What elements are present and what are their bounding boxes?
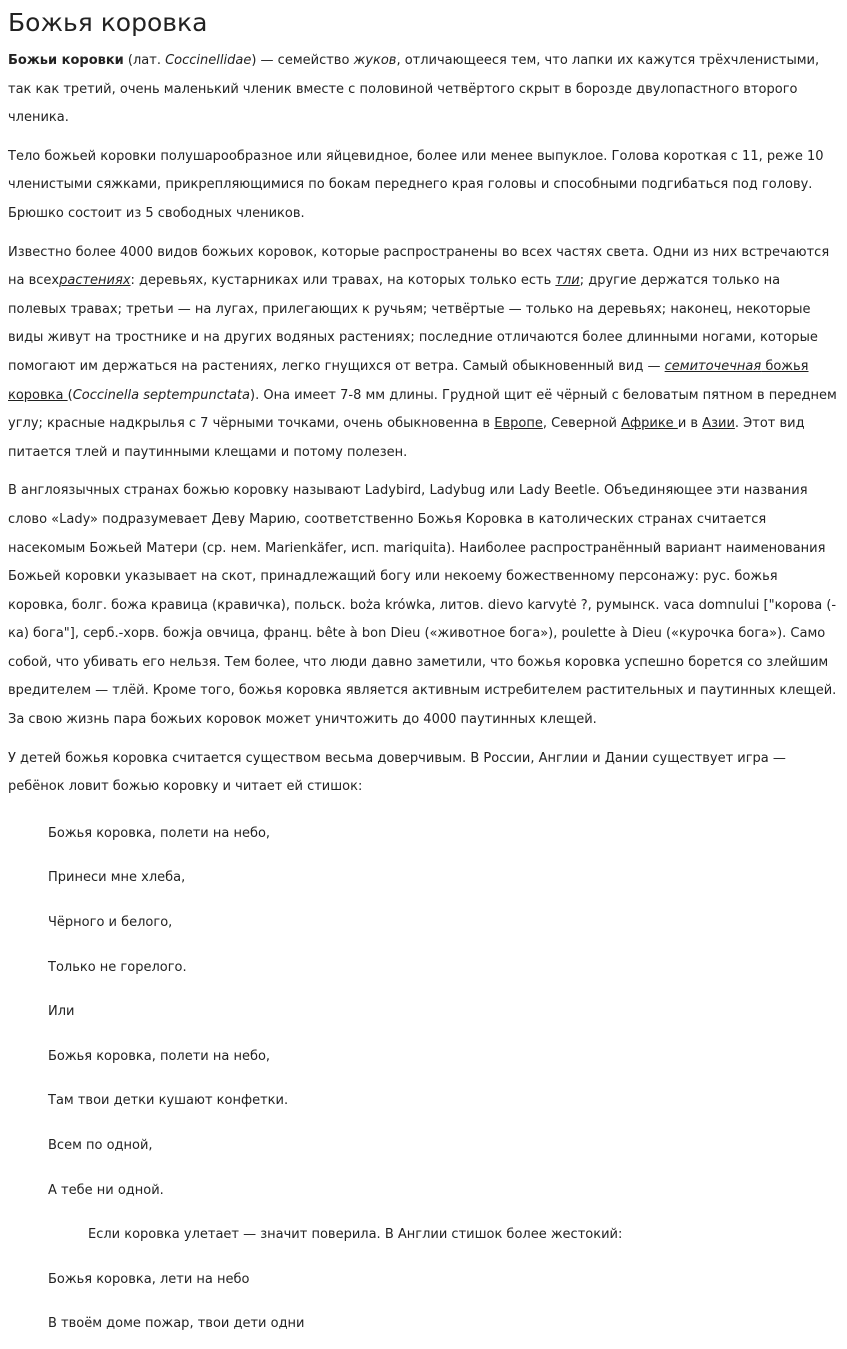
intro-paragraph (8, 47, 840, 133)
text-fragment: ). Она имеет 7-8 мм длины. Грудной щит её чёрный с беловатым пятном в переднем углу; красные надкрылья с 7 чёрными точками, очень обыкновенна в (8, 387, 837, 432)
aphids-link-text: тли (555, 273, 580, 289)
poem-line: Божья коровка, лети на небо (48, 1271, 250, 1287)
article-body (8, 47, 840, 1347)
poem-note: Если коровка улетает — значит поверила. В Англии стишок более жестокий: (88, 1227, 623, 1243)
text-fragment: , отличающееся тем, что лапки их кажутся трёхчленистыми, так как третий, очень маленький членик вместе с половиной четвёртого скрыт в борозде двулопастного второго членика. (8, 53, 820, 126)
poem-line: Там твои детки кушают конфетки. (48, 1093, 289, 1109)
text-fragment: ) — семейство (251, 53, 354, 68)
text-fragment: и в (677, 416, 703, 432)
distribution-paragraph (8, 239, 840, 468)
text-fragment: ( (67, 387, 73, 403)
species-link-rest: божья коровка (8, 358, 809, 403)
text-fragment: . Этот вид питается тлей и паутинными клещами и потому полезен. (8, 416, 805, 460)
africa-link[interactable]: Африке (621, 416, 678, 432)
names-paragraph: В англоязычных странах божью коровку называют Ladybird, Ladybug или Lady Beetle. Объединяющее эти названия слово «Lady» подразумевает Деву Марию, соответственно Божья Коровка в католических странах считается насекомым Божьей Матери (ср. нем. Marienkäfer, исп. mariquita). Наиболее распространённый вариант наименования Божьей коровки указывает на скот, принадлежащий богу или некоему божественному персонажу: рус. божья коровка, болг. божа кравица (кравичка), польск. boża krówka, литов. dievo karvytė ?, румынск. vaca domnului ["корова (-ка) бога"], серб.-хорв. божја овчица, франц. bête à bon Dieu («животное бога»), poulette à Dieu («курочка бога»). Само собой, что убивать его нельзя. Тем более, что люди давно заметили, что божья коровка успешно борется со злейшим вредителем — тлёй. Кроме того, божья коровка является активным истребителем растительных и паутинных клещей. За свою жизнь пара божьих коровок может уничтожить до 4000 паутинных клещей. (8, 483, 837, 728)
text-fragment: (лат. (123, 53, 166, 68)
text-fragment: Известно более 4000 видов божьих коровок, которые распространены во всех частях света. Одни из них встречаются на всех (8, 244, 830, 289)
poem-line: Чёрного и белого, (48, 915, 173, 931)
latin-name: Coccinellidae (165, 53, 252, 68)
poem-line: Божья коровка, полети на небо, (48, 825, 271, 841)
term-bold: Божьи коровки (8, 53, 124, 68)
asia-link[interactable]: Азии (702, 416, 735, 432)
text-fragment: , Северной (542, 416, 622, 432)
text-fragment: ; другие держатся только на полевых травах; третьи — на лугах, прилегающих к ручьям; четвёртые — только на деревьях; наконец, некоторые виды живут на тростнике и на других водяных растениях; последние отличаются более длинными ногами, которые помогают им держаться на растениях, легко гнущихся от ветра. Самый обыкновенный вид — (8, 273, 818, 374)
plants-link-text: растениях (59, 273, 131, 289)
body-paragraph: Тело божьей коровки полушарообразное или яйцевидное, более или менее выпуклое. Голова короткая с 11, реже 10 членистыми сяжками, прикрепляющимися по бокам переднего края головы и способными подгибаться под голову. Брюшко состоит из 5 свободных члеников. (8, 148, 824, 221)
species-link-italic: семиточечная (664, 358, 762, 374)
text-fragment: : деревьях, кустарниках или травах, на которых только есть (130, 273, 556, 289)
aphids-link[interactable] (555, 273, 579, 288)
plants-link[interactable] (59, 273, 130, 288)
poem-block (8, 812, 840, 1347)
poem-line: Всем по одной, (48, 1138, 153, 1153)
europe-link[interactable]: Европе (494, 416, 543, 432)
page-title: Божья коровка (8, 8, 208, 37)
poem-line: Принеси мне хлеба, (48, 870, 186, 886)
species-latin-name: Coccinella septempunctata (72, 387, 250, 403)
poem-line: Только не горелого. (48, 959, 187, 975)
children-paragraph: У детей божья коровка считается существом весьма доверчивым. В России, Англии и Дании существует игра — ребёнок ловит божью коровку и читает ей стишок: (8, 750, 786, 795)
beetles-term: жуков (353, 53, 397, 68)
poem-line: А тебе ни одной. (48, 1182, 164, 1198)
poem-line: В твоём доме пожар, твои дети одни (48, 1316, 305, 1332)
poem-line: Или (48, 1004, 75, 1020)
poem-line: Божья коровка, полети на небо, (48, 1048, 271, 1064)
